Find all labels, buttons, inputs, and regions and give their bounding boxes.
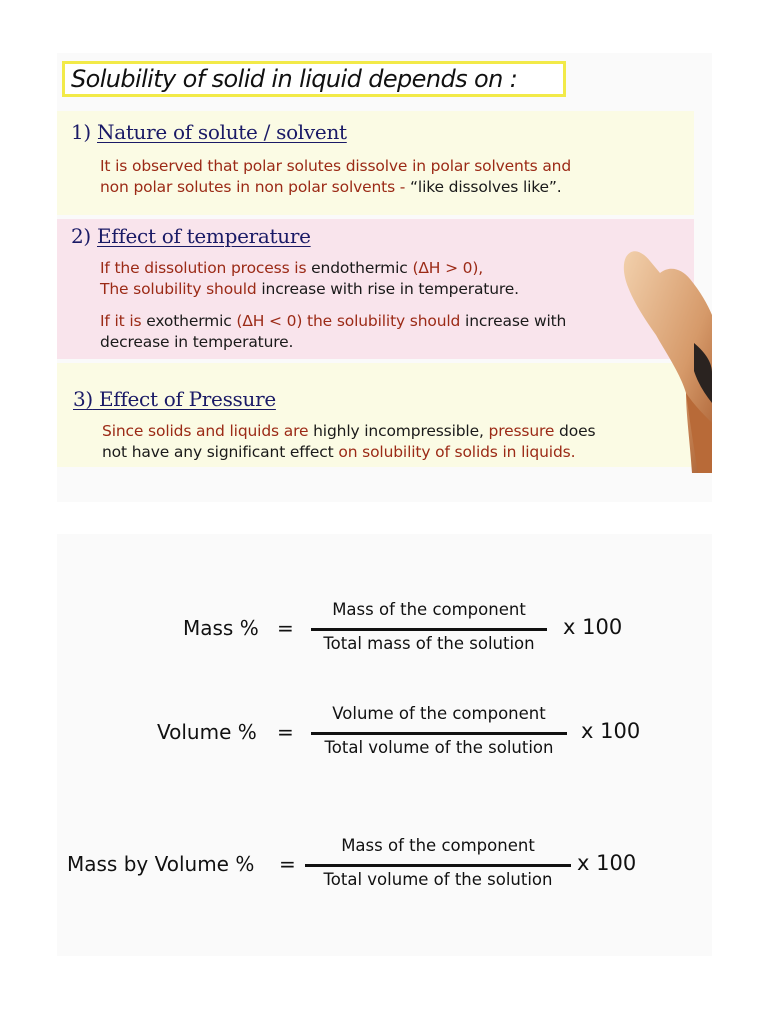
section-heading-1 — [71, 120, 347, 144]
text-run: decrease in temperature. — [100, 333, 294, 351]
slide-title: Solubility of solid in liquid depends on : — [62, 61, 566, 97]
formula-numerator: Volume of the component — [332, 704, 546, 723]
formula-volume-percent — [57, 700, 712, 770]
section-number: 1) — [71, 120, 91, 144]
text-run: not have any significant effect — [102, 443, 339, 461]
paragraph-line — [102, 442, 595, 463]
paragraph-line — [100, 177, 571, 198]
section-title: Nature of solute / solvent — [97, 120, 347, 144]
section-text-2a — [100, 258, 519, 300]
paragraph-line — [100, 332, 566, 353]
equals-sign: = — [277, 616, 294, 640]
equals-sign: = — [279, 852, 296, 876]
paragraph-line — [100, 279, 519, 300]
section-heading-2 — [71, 224, 311, 248]
text-run: If it is — [100, 312, 147, 330]
text-run: If the dissolution process is — [100, 259, 312, 277]
formula-numerator: Mass of the component — [341, 836, 535, 855]
paragraph-line — [100, 311, 566, 332]
text-run: non polar solutes in non polar solvents - — [100, 178, 411, 196]
text-run: does — [559, 422, 596, 440]
presenter-hand-image — [620, 243, 712, 473]
solubility-slide — [57, 53, 712, 502]
text-run: “like dissolves like”. — [410, 178, 562, 196]
paragraph-line — [100, 156, 571, 177]
formula-mass-percent — [57, 596, 712, 666]
section-title: Effect of Pressure — [99, 387, 276, 411]
text-run: highly incompressible, — [313, 422, 489, 440]
text-run: (ΔH > 0), — [412, 259, 484, 277]
formula-denominator: Total volume of the solution — [324, 738, 554, 757]
formula-mass-by-volume-percent — [57, 832, 712, 902]
fraction-bar — [305, 864, 571, 867]
concentration-formulas-slide — [57, 534, 712, 956]
section-number: 3) — [73, 387, 93, 411]
text-run: It is observed that polar solutes dissolve in polar solvents and — [100, 157, 572, 175]
section-heading-3 — [73, 387, 276, 411]
text-run: exothermic — [146, 312, 237, 330]
fraction-bar — [311, 732, 567, 735]
section-text-3 — [102, 421, 595, 463]
text-run: (ΔH < 0) the solubility should — [236, 312, 466, 330]
fraction-bar — [311, 628, 547, 631]
formula-multiplier: x 100 — [581, 719, 641, 743]
text-run: The solubility should — [100, 280, 262, 298]
formula-denominator: Total mass of the solution — [323, 634, 535, 653]
text-run: increase with rise in temperature. — [261, 280, 519, 298]
formula-numerator: Mass of the component — [332, 600, 526, 619]
text-run: on solubility of solids in liquids. — [338, 443, 576, 461]
section-text-1 — [100, 156, 571, 198]
section-number: 2) — [71, 224, 91, 248]
text-run: endothermic — [311, 259, 413, 277]
section-title: Effect of temperature — [97, 224, 311, 248]
text-run: pressure — [488, 422, 560, 440]
formula-lhs: Volume % — [157, 720, 257, 744]
formula-lhs: Mass % — [183, 616, 259, 640]
paragraph-line — [102, 421, 595, 442]
equals-sign: = — [277, 720, 294, 744]
text-run: increase with — [465, 312, 567, 330]
formula-lhs: Mass by Volume % — [67, 852, 255, 876]
formula-multiplier: x 100 — [577, 851, 637, 875]
formula-denominator: Total volume of the solution — [323, 870, 553, 889]
formula-multiplier: x 100 — [563, 615, 623, 639]
paragraph-line — [100, 258, 519, 279]
text-run: Since solids and liquids are — [102, 422, 314, 440]
section-text-2b — [100, 311, 566, 353]
